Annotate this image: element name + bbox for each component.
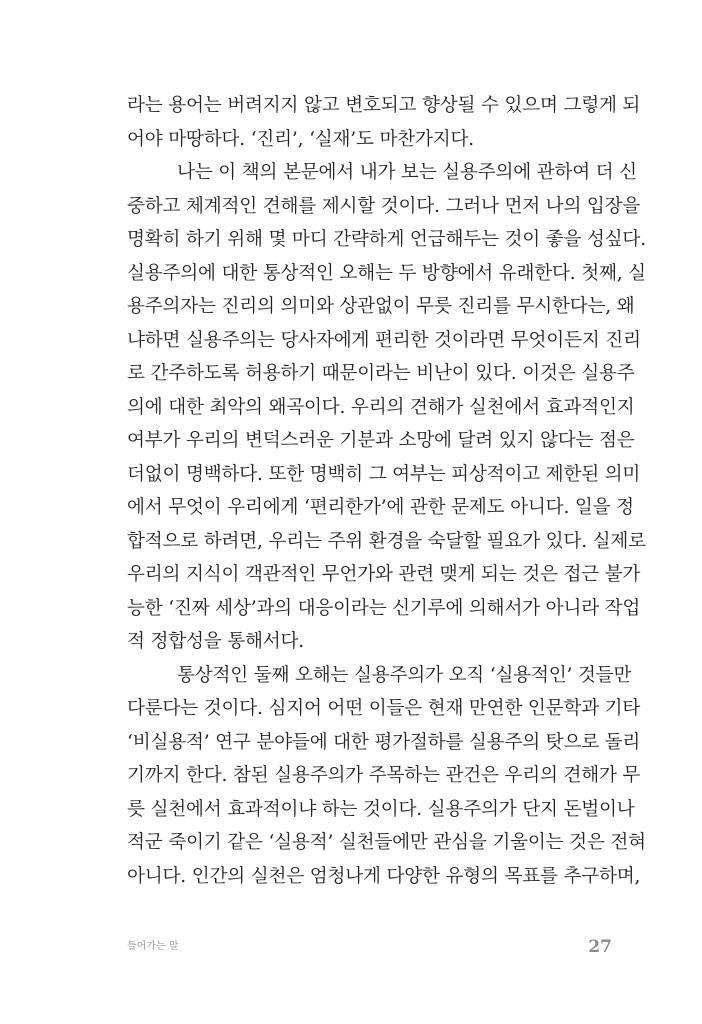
text-line: 적 정합성을 통해서다. bbox=[127, 631, 304, 652]
text-line: 로 간주하도록 허용하기 때문이라는 비난이 있다. 이것은 실용주 bbox=[127, 363, 635, 384]
text-line: 여부가 우리의 변덕스러운 기분과 소망에 달려 있지 않다는 점은 bbox=[127, 430, 635, 451]
text-line: 중하고 체계적인 견해를 제시할 것이다. 그러나 먼저 나의 입장을 bbox=[127, 195, 641, 217]
text-line: ‘비실용적’ 연구 분야들에 대한 평가절하를 실용주의 탓으로 돌리 bbox=[127, 731, 641, 753]
text-line: 아니다. 인간의 실천은 엄청나게 다양한 유형의 목표를 추구하며, bbox=[127, 865, 641, 887]
text-line: 우리의 지식이 객관적인 무언가와 관련 맺게 되는 것은 접근 불가 bbox=[127, 564, 641, 585]
text-line: 다룬다는 것이다. 심지어 어떤 이들은 현재 만연한 인문학과 기타 bbox=[127, 698, 641, 719]
text-line: 더없이 명백하다. 또한 명백히 그 여부는 피상적이고 제한된 의미 bbox=[127, 463, 641, 485]
text-line: 에서 무엇이 우리에게 ‘편리한가’에 관한 문제도 아니다. 일을 정 bbox=[127, 497, 634, 518]
text-line: 실용주의에 대한 통상적인 오해는 두 방향에서 유래한다. 첫째, 실 bbox=[127, 262, 646, 284]
text-line: 냐하면 실용주의는 당사자에게 편리한 것이라면 무엇이든지 진리 bbox=[127, 329, 641, 351]
page-number: 27 bbox=[588, 937, 612, 957]
text-line: 의에 대한 최악의 왜곡이다. 우리의 견해가 실천에서 효과적인지 bbox=[127, 396, 635, 418]
text-line: 통상적인 둘째 오해는 실용주의가 오직 ‘실용적인’ 것들만 bbox=[177, 664, 632, 686]
text-line: 기까지 한다. 참된 실용주의가 주목하는 관건은 우리의 견해가 무 bbox=[127, 765, 641, 786]
text-line: 능한 ‘진짜 세상’과의 대응이라는 신기루에 의해서가 아니라 작업 bbox=[127, 597, 641, 619]
text-line: 라는 용어는 버려지지 않고 변호되고 향상될 수 있으며 그렇게 되 bbox=[127, 95, 641, 116]
text-line: 합적으로 하려면, 우리는 주위 환경을 숙달할 필요가 있다. 실제로 bbox=[127, 530, 646, 552]
body-text bbox=[127, 89, 646, 893]
text-line: 용주의자는 진리의 의미와 상관없이 무릇 진리를 무시한다는, 왜 bbox=[127, 296, 635, 317]
text-line: 어야 마땅하다. ‘진리’, ‘실재’도 마찬가지다. bbox=[127, 128, 475, 150]
text-line: 릇 실천에서 효과적이냐 하는 것이다. 실용주의가 단지 돈벌이나 bbox=[127, 798, 635, 820]
running-title: 들어가는 말 bbox=[127, 941, 179, 952]
text-line: 나는 이 책의 본문에서 내가 보는 실용주의에 관하여 더 신 bbox=[177, 162, 637, 183]
text-line: 적군 죽이기 같은 ‘실용적’ 실천들에만 관심을 기울이는 것은 전혀 bbox=[127, 832, 646, 853]
text-line: 명확히 하기 위해 몇 마디 간략하게 언급해두는 것이 좋을 성싶다. bbox=[127, 229, 646, 250]
